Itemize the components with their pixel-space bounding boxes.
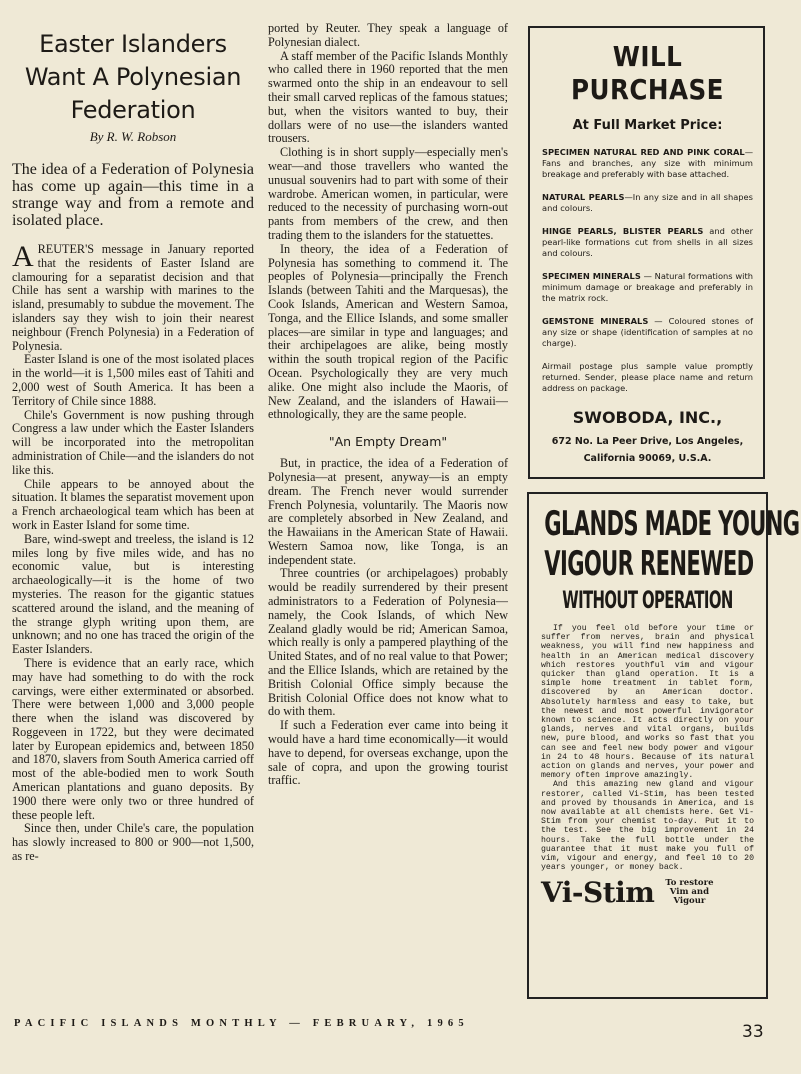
article-column-1 <box>12 22 254 864</box>
ad-item <box>542 147 753 180</box>
article-column-2 <box>268 22 508 788</box>
ad-item-text: —In any size and in all shapes and colours. <box>542 192 753 213</box>
ad-item-head: SPECIMEN NATURAL RED AND PINK CORAL <box>542 147 745 157</box>
ad-note: Airmail postage plus sample value promptly returned. Sender, please place name and return address on package. <box>542 361 753 393</box>
ad-item-text: — Coloured stones of any size or shape (identification of samples at no charge). <box>542 316 754 348</box>
body-paragraph: Three countries (or archipelagoes) probably would be readily surrendered by their present administrators to a Federation of Polynesia—namely, the Cook Islands, of which New Zealand gladly would be rid; American Samoa, which really is only a pampered plaything of the United States, and of no real value to that Power; and the Ellice Islands, which are retained by the British Colonial Office simply because the British Colonial Office does not know what to do with them. <box>268 566 508 719</box>
body-paragraph: There is evidence that an early race, which may have had something to do with the rock carvings, were either exterminated or absorbed. There were between 1,000 and 3,000 people there when the island was discovered by Roggeveen in 1722, but they were decimated later by European epidemics and, between 1850 and 1870, slavers from South America carried off most of the able-bodied men to work South American plantations and guano deposits. By 1900 there were only two or three hundred of these people left. <box>12 655 254 822</box>
ad-item-text: —Fans and branches, any size with minimum breakage and preferably with base attached. <box>542 147 753 179</box>
headline-line: Easter Islanders <box>39 30 227 58</box>
page-number: 33 <box>742 1022 764 1042</box>
ad-subtitle: At Full Market Price: <box>572 118 723 133</box>
first-paragraph <box>12 240 254 353</box>
headline-line: Federation <box>70 96 196 124</box>
body-paragraph: Chile appears to be annoyed about the situation. It blames the separatist movement upon a French archaeological team which has been at work in Easter Island for some time. <box>12 476 255 532</box>
ad-item-head: HINGE PEARLS, BLISTER PEARLS <box>542 226 704 236</box>
vistim-advertisement <box>527 492 800 999</box>
ad-item-head: SPECIMEN MINERALS <box>542 271 641 281</box>
article-body-col1 <box>12 240 255 864</box>
body-paragraph: If such a Federation ever came into being it would have a hard time economically—it would have to depend, for overseas exchange, upon the sale of copra, and upon the growing tourist traffic. <box>268 718 508 788</box>
body-paragraph: Clothing is in short supply—especially men's wear—and those travellers who wanted the unusual souvenirs had to part with some of their wardrobe. American women, in particular, were reduced to the necessity of purchasing worn-out pants from members of the crew, and then trading them to the islanders for the statuettes. <box>268 145 508 242</box>
body-paragraph: ported by Reuter. They speak a language of Polynesian dialect. <box>268 21 508 49</box>
body-paragraph: In theory, the idea of a Federation of Polynesia has something to commend it. The peoples of Polynesia—principally the French Islands (between Tahiti and the Marquesas), the Cook Islands, American and Western Samoa, Tonga, and the Ellice Islands, and some smaller places—are similar in type and languages; and their archipelagoes are alike, being mostly within the south tropical region of the Pacific Ocean. Psychologically they are very much alike. One might also include the Maoris, of New Zealand, and the islanders of Hawaii—ethnologically, they are the same people. <box>268 241 508 422</box>
brand-tagline: To restore Vim and Vigour <box>665 878 714 907</box>
brand-name: Vi-Stim <box>541 876 655 910</box>
body-paragraph: A staff member of the Pacific Islands Monthly who called there in 1960 reported that the men swarmed onto the ship in an endeavour to sell their small carved replicas of the famous statues; but, when the visitors wanted to buy, their dollars were of no use—the islanders wanted trousers. <box>268 48 508 146</box>
ad-item <box>542 192 753 214</box>
ad-item-text: — Natural formations with minimum damage or breakage and preferably in the matrix rock. <box>542 271 753 303</box>
page-footer-masthead: PACIFIC ISLANDS MONTHLY — FEBRUARY, 1965 <box>14 1018 469 1029</box>
ad-title: WILL PURCHASE <box>571 40 724 106</box>
article-body-col2 <box>268 22 508 788</box>
first-paragraph-text: REUTER'S message in January reported that the residents of Easter Island are clamouring for a separatist decision and that Chile has sent a warship with marines to the island, presumably to subdue the movement. The islanders say they wish to join their nearest neighbour (French Polynesia) in a Federation of Polynesia. <box>12 242 254 353</box>
article-headline <box>12 28 254 127</box>
ad-address-line: California 90069, U.S.A. <box>583 453 712 464</box>
ad-body-paragraph: And this amazing new gland and vigour restorer, called Vi-Stim, has been tested and proved by thousands in America, and is now available at all chemists here. Get Vi-Stim from your chemist to-day. Put it to the test. See the big improvement in 24 hours. Take the full bottle under the guarantee that it must make you full of vim, vigour and energy, and feel 10 to 20 years younger, or money back. <box>541 780 754 873</box>
ad-headline: GLANDS MADE YOUNG <box>544 504 800 544</box>
ad-item-head: GEMSTONE MINERALS <box>542 316 649 326</box>
body-paragraph: Since then, under Chile's care, the population has slowly increased to 800 or 900—not 1,500, as re- <box>12 821 254 864</box>
body-paragraph: Bare, wind-swept and treeless, the island is 12 miles long by five miles wide, and has no economic value, but is interesting archaeologically—it is the home of two mysteries. The reason for the gigantic statues scattered around the island, and the meaning of the strange glyph writing upon them, are unknown; and no one has traced the origin of the Easter Islanders. <box>12 531 254 657</box>
ad-address <box>542 433 753 467</box>
body-paragraph: Chile's Government is now pushing through Congress a law under which the Easter Islanders will be incorporated into the metropolitan administration of Chile—and the islanders do not like this. <box>12 407 254 477</box>
ad-address-line: 672 No. La Peer Drive, Los Angeles, <box>551 436 744 447</box>
lead-paragraph: The idea of a Federation of Polynesia has come up again—this time in a strange way and from a remote and isolated place. <box>12 161 254 229</box>
ad-headline: VIGOUR RENEWED <box>544 544 754 584</box>
ad-item-text: and other pearl-like formations cut from shells in all sizes and colours. <box>542 226 753 258</box>
ad-item <box>542 226 753 259</box>
ad-item <box>542 316 753 349</box>
body-paragraph: Easter Island is one of the most isolated places in the world—it is 1,500 miles east of Tahiti and 2,000 west of South America. It has been a Territory of Chile since 1888. <box>12 352 254 408</box>
ad-item-head: NATURAL PEARLS <box>542 192 625 202</box>
swoboda-advertisement <box>528 26 765 479</box>
ad-firm-name: SWOBODA, INC., <box>572 408 723 427</box>
subheading: "An Empty Dream" <box>328 434 448 450</box>
body-paragraph: But, in practice, the idea of a Federation of Polynesia—at present, anyway—is an empty dream. The French never would surrender French Polynesia, voluntarily. The Maoris now are completely absorbed in New Zealand, and the Hawaiians in the American State of Hawaii. Western Samoa now, like Tonga, is an independent state. <box>268 456 508 567</box>
byline: By R. W. Robson <box>89 129 177 144</box>
drop-cap: A <box>12 240 34 273</box>
headline-line: Want A Polynesian <box>24 63 242 91</box>
ad-body-paragraph: If you feel old before your time or suffer from nerves, brain and physical weakness, you will find new happiness and health in an American medical discovery which restores youthful vim and vigour quicker than gland operation. It is a simple home treatment in tablet form, discovered by an American doctor. Absolutely harmless and easy to take, but the newest and most powerful invigorator known to science. It acts directly on your glands, nerves and vital organs, builds new, pure blood, and works so fast that you can see and feel new body power and vigour in 24 to 48 hours. Because of its natural action on glands and nerves, your power and memory often improve amazingly. <box>541 624 754 781</box>
vistim-logo <box>541 876 754 909</box>
ad-headline: WITHOUT OPERATION <box>562 586 733 614</box>
ad-item <box>542 271 753 304</box>
